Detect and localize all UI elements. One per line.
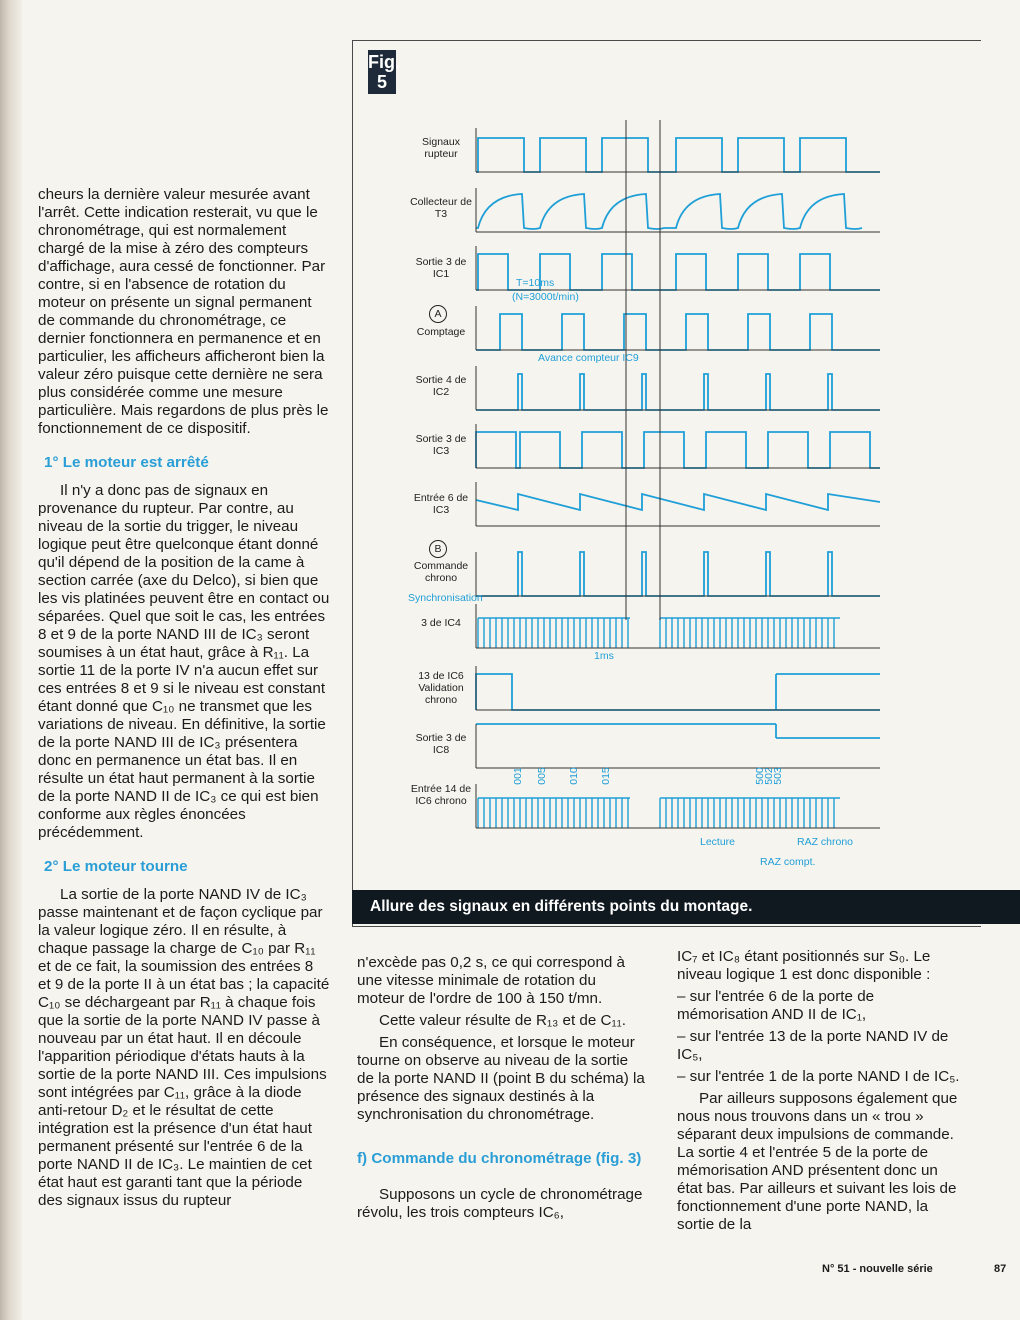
- paragraph: n'excède pas 0,2 s, ce qui correspond à une vitesse minimale de rotation du moteur de l'ordre de 100 à 150 t/mn.: [357, 954, 626, 1007]
- signal-label: 3 de IC4: [421, 617, 461, 629]
- raz-compt-label: RAZ compt.: [760, 856, 816, 868]
- count-label: 005: [535, 767, 548, 785]
- waveform: [476, 374, 880, 410]
- signal-label: Sortie 4 de IC2: [415, 374, 467, 398]
- waveform: [476, 194, 862, 229]
- signal-label: Sortie 3 de IC1: [415, 256, 467, 280]
- count-label: 502: [762, 767, 775, 785]
- paragraph: La sortie de la porte NAND IV de IC₃ passe maintenant et de façon cyclique par la valeur logique zéro. Il en résulte, à chaque passage la charge de C₁₀ par R₁₁ et de ce fait, la soumission des entrées 8 et 9 de la porte II à un état bas ; la capacité C₁₀ se déchargeant par R₁₁ à chaque fois que la sortie de la porte NAND IV passe à nouveau par un état haut. Il en découle l'apparition périodique d'états hauts à la sortie de la porte NAND III. Ces impulsions sont intégrées par C₁₁, grâce à la diode anti-retour D₂ et le résultat de cette intégration est la présence d'un état haut permanent présenté sur l'entrée 6 de la porte NAND II de IC₃. Le maintien de cet état haut est garanti tant que la période des signaux issus du rupteur: [38, 886, 330, 1209]
- paragraph: IC₇ et IC₈ étant positionnés sur S₀. Le niveau logique 1 est donc disponible :: [677, 948, 931, 983]
- avance-label: Avance compteur IC9: [538, 352, 639, 364]
- column-3: [677, 948, 967, 1234]
- section-heading: 1° Le moteur est arrêté: [44, 454, 209, 471]
- paragraph: Cette valeur résulte de R₁₃ et de C₁₁.: [379, 1012, 626, 1029]
- speed-label: (N=3000t/min): [512, 291, 579, 303]
- signal-label: Entrée 6 de IC3: [413, 492, 469, 516]
- count-label: 503: [771, 767, 784, 785]
- signal-label: Sortie 3 de IC8: [415, 732, 467, 756]
- waveform: [476, 314, 880, 350]
- marker-b: B: [429, 540, 447, 558]
- signal-label: Sortie 3 de IC3: [415, 433, 467, 457]
- section-heading: 2° Le moteur tourne: [44, 858, 188, 875]
- list-item: – sur l'entrée 1 de la porte NAND I de IC₅.: [677, 1068, 960, 1085]
- count-label: 010: [567, 767, 580, 785]
- waveform: [476, 432, 880, 468]
- waveform: [476, 494, 880, 510]
- paragraph: Par ailleurs supposons également que nous nous trouvons dans un « trou » séparant deux impulsions de commande. La sortie 4 et l'entrée 5 de la porte de mémorisation AND présentent donc un état bas. Par ailleurs et suivant les lois de fonctionnement d'une porte NAND, la sortie de la: [677, 1090, 958, 1233]
- period-label: T=10ms: [516, 277, 555, 289]
- marker-a: A: [429, 305, 447, 323]
- ms-label: 1ms: [594, 650, 614, 662]
- sync-label: Synchronisation: [408, 592, 483, 604]
- section-heading: f) Commande du chronométrage (fig. 3): [357, 1150, 642, 1167]
- waveform: [476, 138, 880, 172]
- signal-label: Entrée 14 de IC6 chrono: [410, 783, 472, 807]
- paragraph: cheurs la dernière valeur mesurée avant l'arrêt. Cette indication resterait, vu que le chronométrage, qui est normalement chargé de la mise à zéro des compteurs d'affichage, aura cessé de fonctionner. Par contre, si en l'absence de rotation du moteur on présente un signal permanent de commande du chronométrage, ce dernier fonctionnera en permanence et en particulier, les afficheurs afficheront bien la valeur zéro puisque cette dernière ne sera plus considérée comme une mesure particulière. Mais regardons de plus près le fonctionnement de ce dispositif.: [38, 186, 329, 437]
- count-label: 001: [511, 767, 524, 785]
- column-1: [38, 186, 330, 1210]
- lecture-label: Lecture: [700, 836, 736, 848]
- paragraph: En conséquence, et lorsque le moteur tourne on observe au niveau de la sortie de la porte NAND II (point B du schéma) la présence des signaux destinés à la synchronisation du chronométrage.: [357, 1034, 645, 1123]
- figure-label: Fig. 5: [368, 52, 400, 92]
- raz-chrono-label: RAZ chrono: [797, 836, 854, 848]
- list-item: – sur l'entrée 6 de la porte de mémorisation AND II de IC₁,: [677, 988, 875, 1023]
- paragraph: Supposons un cycle de chronométrage révolu, les trois compteurs IC₆,: [357, 1186, 643, 1221]
- signal-label: Signaux rupteur: [422, 136, 460, 160]
- signal-label: Commande chrono: [413, 560, 469, 584]
- waveform: [476, 552, 880, 596]
- signal-label: 13 de IC6 Validation chrono: [418, 670, 464, 706]
- column-2: [357, 954, 647, 1222]
- figure-caption: Allure des signaux en différents points du montage.: [352, 890, 1020, 924]
- issue-footer: N° 51 - nouvelle série: [822, 1263, 933, 1275]
- page-number: 87: [994, 1263, 1007, 1275]
- paragraph: Il n'y a donc pas de signaux en provenance du rupteur. Par contre, au niveau de la sortie du trigger, le niveau logique peut être quelconque étant donné qu'il dépend de la position de la came à section carrée (axe du Delco), si bien que les vis platinées peuvent être en contact ou séparées. Quel que soit le cas, les entrées 8 et 9 de la porte NAND III de IC₃ seront soumises à un état haut, grâce à R₁₁. La sortie 11 de la porte IV n'a aucun effet sur ces entrées 8 et 9 si le niveau est constant étant donné que C₁₀ ne transmet que les variations de niveau. En définitive, la sortie de la porte NAND III de IC₃ présentera donc en permanence un état bas. Il en résulte un état haut permanent à la sortie de la porte NAND II de IC₃ ce qui est bien conforme aux règles énoncées précédemment.: [38, 482, 330, 841]
- count-label: 015: [599, 767, 612, 785]
- list-item: – sur l'entrée 13 de la porte NAND IV de IC₅,: [677, 1028, 949, 1063]
- count-label: 500: [753, 767, 766, 785]
- signal-label: Collecteur de T3: [410, 196, 472, 220]
- signal-label: Comptage: [416, 326, 466, 338]
- waveform: [476, 674, 880, 710]
